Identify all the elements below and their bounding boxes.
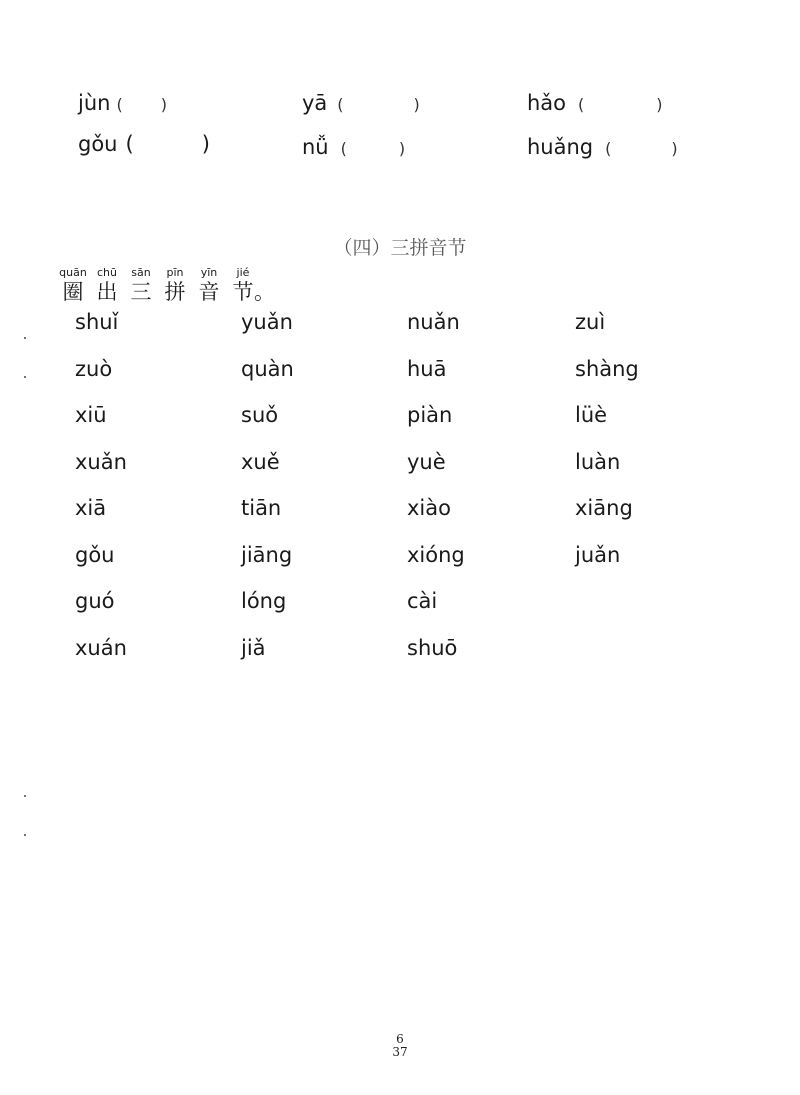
syllable-cell: xuě [241,450,280,474]
fill-item-gou [78,131,210,157]
instruction-pinyin: pīn [166,266,184,279]
syllable-cell: xiā [75,496,107,520]
instruction-hanzi: 节 [232,280,254,304]
fill-syllable: jùn [78,91,111,115]
syllable-cell: suǒ [241,403,279,427]
instruction-char [124,266,158,305]
syllable-cell: jiāng [241,543,293,567]
syllable-cell: quàn [241,357,294,381]
syllable-cell: lüè [575,403,608,427]
fill-item-jun [78,90,167,118]
instruction-hanzi: 音 [198,280,220,304]
page-number-current: 6 [396,1032,404,1046]
syllable-cell: xiū [75,403,107,427]
syllable-cell: luàn [575,450,621,474]
syllable-cell: lóng [241,589,287,613]
fill-syllable: nǚ [302,135,329,159]
open-paren: ( [340,139,347,158]
syllable-cell: shàng [575,357,639,381]
fill-item-huang [527,134,678,162]
instruction-pinyin: jié [236,266,250,279]
close-paren: ) [160,95,167,114]
instruction [56,266,275,305]
fill-syllable: hǎo [527,91,567,115]
syllable-cell: shuǐ [75,310,119,334]
syllable-cell: yuè [407,450,446,474]
fill-item-ya [302,90,420,118]
close-paren: ) [201,132,210,156]
open-paren: ( [578,95,585,114]
syllable-cell: nuǎn [407,310,460,334]
instruction-pinyin: sān [131,266,151,279]
margin-dot [24,376,26,378]
margin-dot [24,795,26,797]
close-paren: ) [671,139,678,158]
syllable-cell: juǎn [575,543,621,567]
close-paren: ) [656,95,663,114]
syllable-cell: xiào [407,496,451,520]
syllable-cell: gǒu [75,543,115,567]
fill-syllable: yā [302,91,328,115]
fill-item-hao [527,90,663,118]
margin-dot [24,834,26,836]
open-paren: ( [605,139,612,158]
syllable-cell: yuǎn [241,310,293,334]
syllable-cell: zuò [75,357,113,381]
margin-dot [24,337,26,339]
fill-item-nv [302,134,405,162]
page-number-total: 37 [392,1045,408,1059]
instruction-char [158,266,192,305]
syllable-cell: xióng [407,543,465,567]
open-paren: ( [337,95,344,114]
instruction-char [90,266,124,305]
instruction-char [56,266,90,305]
syllable-cell: zuì [575,310,606,334]
instruction-pinyin: quān [59,266,87,279]
fill-syllable: gǒu [78,132,118,156]
syllable-cell: xuǎn [75,450,127,474]
instruction-hanzi: 三 [130,280,152,304]
instruction-period: 。 [254,280,275,304]
syllable-cell: jiǎ [241,636,266,660]
instruction-pinyin: yīn [200,266,218,279]
instruction-hanzi: 圈 [62,280,84,304]
instruction-hanzi: 拼 [164,280,186,304]
syllable-cell: huā [407,357,447,381]
syllable-cell: piàn [407,403,453,427]
instruction-hanzi: 出 [96,280,118,304]
open-paren: ( [116,95,123,114]
syllable-cell: xuán [75,636,127,660]
syllable-cell: cài [407,589,438,613]
syllable-cell: guó [75,589,115,613]
close-paren: ) [398,139,406,158]
syllable-cell: shuō [407,636,458,660]
open-paren: ( [125,132,134,156]
close-paren: ) [413,95,420,114]
fill-syllable: huǎng [527,135,594,159]
section-title: （四）三拼音节 [333,237,467,259]
syllable-cell: xiāng [575,496,633,520]
instruction-pinyin: chū [97,266,117,279]
instruction-char [192,266,226,305]
syllable-cell: tiān [241,496,282,520]
